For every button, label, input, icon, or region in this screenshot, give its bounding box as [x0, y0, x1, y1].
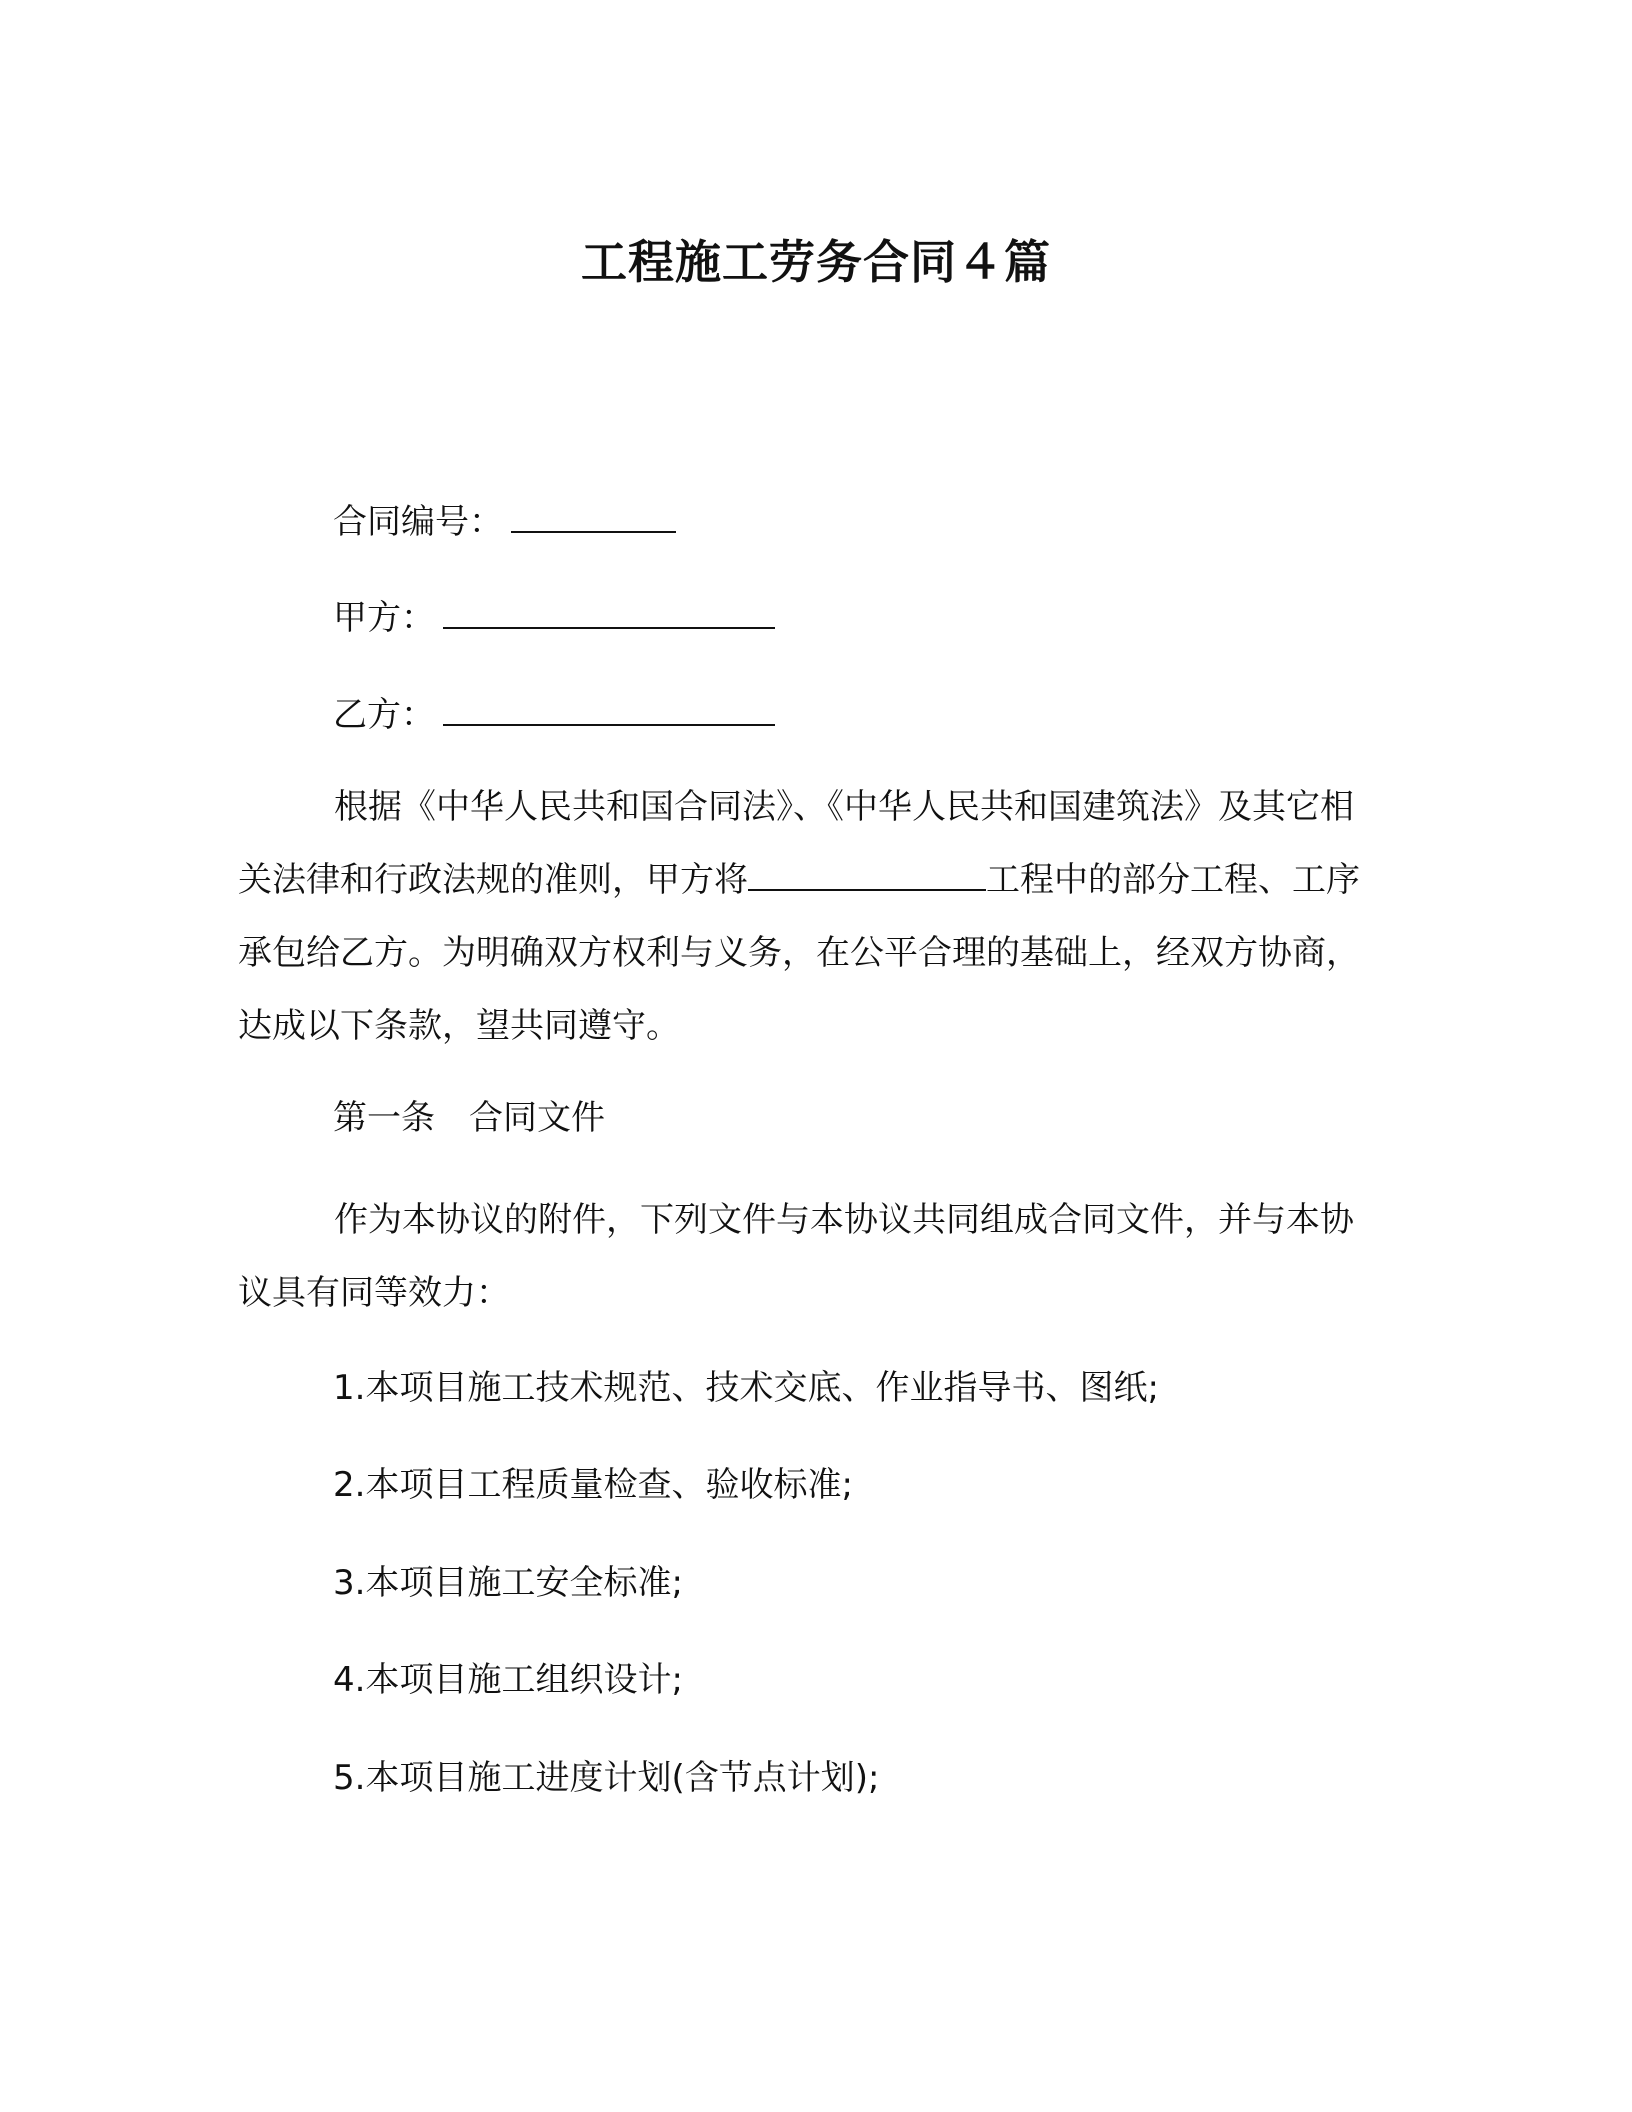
party-a-blank [443, 593, 775, 629]
intro-paragraph [238, 771, 1378, 1063]
party-b-line [333, 690, 775, 737]
article1-heading: 第一条 合同文件 [333, 1098, 605, 1138]
contract-number-line [333, 497, 676, 544]
list-item: 3.本项目施工安全标准; [333, 1563, 683, 1603]
contract-number-blank [511, 497, 676, 533]
project-name-blank [748, 859, 986, 891]
list-item: 2.本项目工程质量检查、验收标准; [333, 1465, 853, 1505]
contract-number-label: 合同编号： [333, 502, 503, 542]
article1-paragraph: 作为本协议的附件，下列文件与本协议共同组成合同文件，并与本协议具有同等效力： [238, 1200, 1354, 1313]
intro-text-part1: 根据《中华人民共和国合同法》、《中华人民共和国建筑法》及其它相关法律和行政法规的准则，甲方将 [238, 787, 1354, 900]
party-a-label: 甲方： [333, 598, 435, 638]
party-b-blank [443, 690, 775, 726]
list-item: 4.本项目施工组织设计; [333, 1660, 683, 1700]
list-item: 1.本项目施工技术规范、技术交底、作业指导书、图纸; [333, 1368, 1159, 1408]
party-b-label: 乙方： [333, 695, 435, 735]
party-a-line [333, 593, 775, 640]
document-title: 工程施工劳务合同４篇 [581, 235, 1051, 289]
intro-text-part2: 工程中的部分工程、工序承包给乙方。为明确双方权利与义务，在公平合理的基础上，经双方协商，达成以下条款，望共同遵守。 [238, 860, 1360, 1046]
list-item: 5.本项目施工进度计划(含节点计划); [333, 1758, 880, 1798]
